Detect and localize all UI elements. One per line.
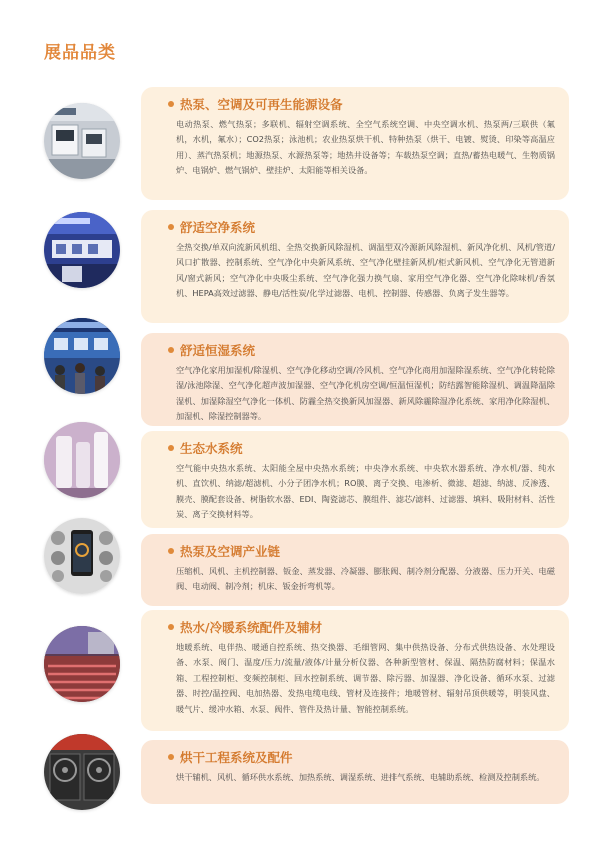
smart-control-app-photo (44, 518, 120, 594)
bullet-icon (168, 548, 174, 554)
category-card-drying (141, 740, 569, 804)
category-description: 电动热泵、燃气热泵；多联机、辐射空调系统、全空气系统空调、中央空调水机、热泵两/三联供（氟机，水机，氟水）；CO2热泵；泳池机；农业热泵烘干机、特种热泵（烘干、电镀、熨烫、印染等高温应用）、蒸汽热泵机；地源热泵、水源热泵等；地热井设备等；车载热泵空调；直热/蓄热电暖气、生物质锅炉、电锅炉、燃气锅炉、壁挂炉、太阳能等相关设备。 (176, 119, 555, 176)
bullet-icon (168, 224, 174, 230)
bullet-icon (168, 101, 174, 107)
category-title: 烘干工程系统及配件 (180, 750, 293, 765)
category-title: 热泵、空调及可再生能源设备 (180, 97, 343, 112)
bullet-icon (168, 347, 174, 353)
bullet-icon (168, 445, 174, 451)
bullet-icon (168, 624, 174, 630)
category-description: 全热交换/单双向流新风机组、全热交换新风除湿机、调温型双冷源新风除湿机、新风净化机、风机/管道/风口扩散器、控制系统、空气净化中央新风系统、空气净化壁挂新风机/柜式新风机、空气净化无管道新风/窗式新风；空气净化中央吸尘系统、空气净化强力换气扇、家用空气净化器、空气净化除味机/香氛机、HEPA高效过滤器、静电/活性炭/化学过滤器、电机、控制器、传感器、负离子发生器等。 (176, 242, 555, 299)
category-description: 压缩机、风机、主机控制器、钣金、蒸发器、冷凝器、膨胀阀、制冷剂分配器、分液器、压力开关、电磁阀、电动阀、制冷剂；机床、钣金折弯机等。 (176, 566, 555, 592)
category-card-air-purification (141, 210, 569, 323)
category-title: 热泵及空调产业链 (180, 544, 281, 559)
bullet-icon (168, 754, 174, 760)
category-title: 热水/冷暖系统配件及辅材 (180, 620, 323, 635)
category-card-humidity (141, 333, 569, 426)
category-title: 舒适恒湿系统 (180, 343, 256, 358)
category-card-accessories (141, 610, 569, 731)
category-card-heat-pump (141, 87, 569, 200)
category-title: 舒适空净系统 (180, 220, 256, 235)
category-card-industry-chain (141, 534, 569, 606)
category-description: 地暖系统、电伴热、暖通自控系统、热交换器、毛细管网、集中供热设备、分布式供热设备、水处理设备、水泵、阀门、温度/压力/流量/液体/计量分析仪器、各种新型管材、保温、隔热防腐材料；保温水箱、工程控制柜、变频控制柜、回水控制系统、调节器、除污器、加湿器、净化设备、循环水泵、过滤器、时控/温控阀、电加热器、发热电缆电线、管材及连接件；地暖管材、辐射吊顶供暖等，明装风盘、暖气片、缓冲水箱、水泵、阀件、管件及热计量、智能控制系统。 (176, 642, 555, 714)
water-purifier-photo (44, 422, 120, 498)
category-description: 空气净化家用加湿机/除湿机、空气净化移动空调/冷风机、空气净化商用加湿除湿系统、空气净化转轮除湿/泳池除湿、空气净化超声波加湿器、空气净化机房空调/恒温恒湿机；防结露智能除湿机、调温降温除湿机、加湿除湿空气净化一体机、防霾全热交换新风加湿器、新风除霾除湿净化系统、家用净化除湿机、加湿机、除湿控制器等。 (176, 365, 555, 422)
exhibition-crowd-photo (44, 318, 120, 394)
drying-fan-units-photo (44, 734, 120, 810)
heat-pump-units-photo (44, 103, 120, 179)
category-card-water (141, 431, 569, 528)
air-purification-booth-photo (44, 212, 120, 288)
category-description: 烘干辅机、风机、循环供水系统、加热系统、调湿系统、进排气系统、电辅助系统、检测及控制系统。 (176, 772, 545, 782)
category-title: 生态水系统 (180, 441, 243, 456)
page-title: 展品品类 (44, 43, 116, 63)
category-description: 空气能中央热水系统、太阳能全屋中央热水系统；中央净水系统、中央软水器系统、净水机/器、纯水机、直饮机、纳滤/超滤机、小分子团净水机；RO膜、离子交换、电渗析、微滤、超滤、纳滤、反渗透、膜壳、膜配套设备、树脂软水器、EDI、陶瓷滤芯、膜组件、滤芯/滤料、过滤器、填料、吸附材料、活性炭、离子交换材料等。 (176, 463, 555, 520)
radiant-heating-pipes-photo (44, 626, 120, 702)
